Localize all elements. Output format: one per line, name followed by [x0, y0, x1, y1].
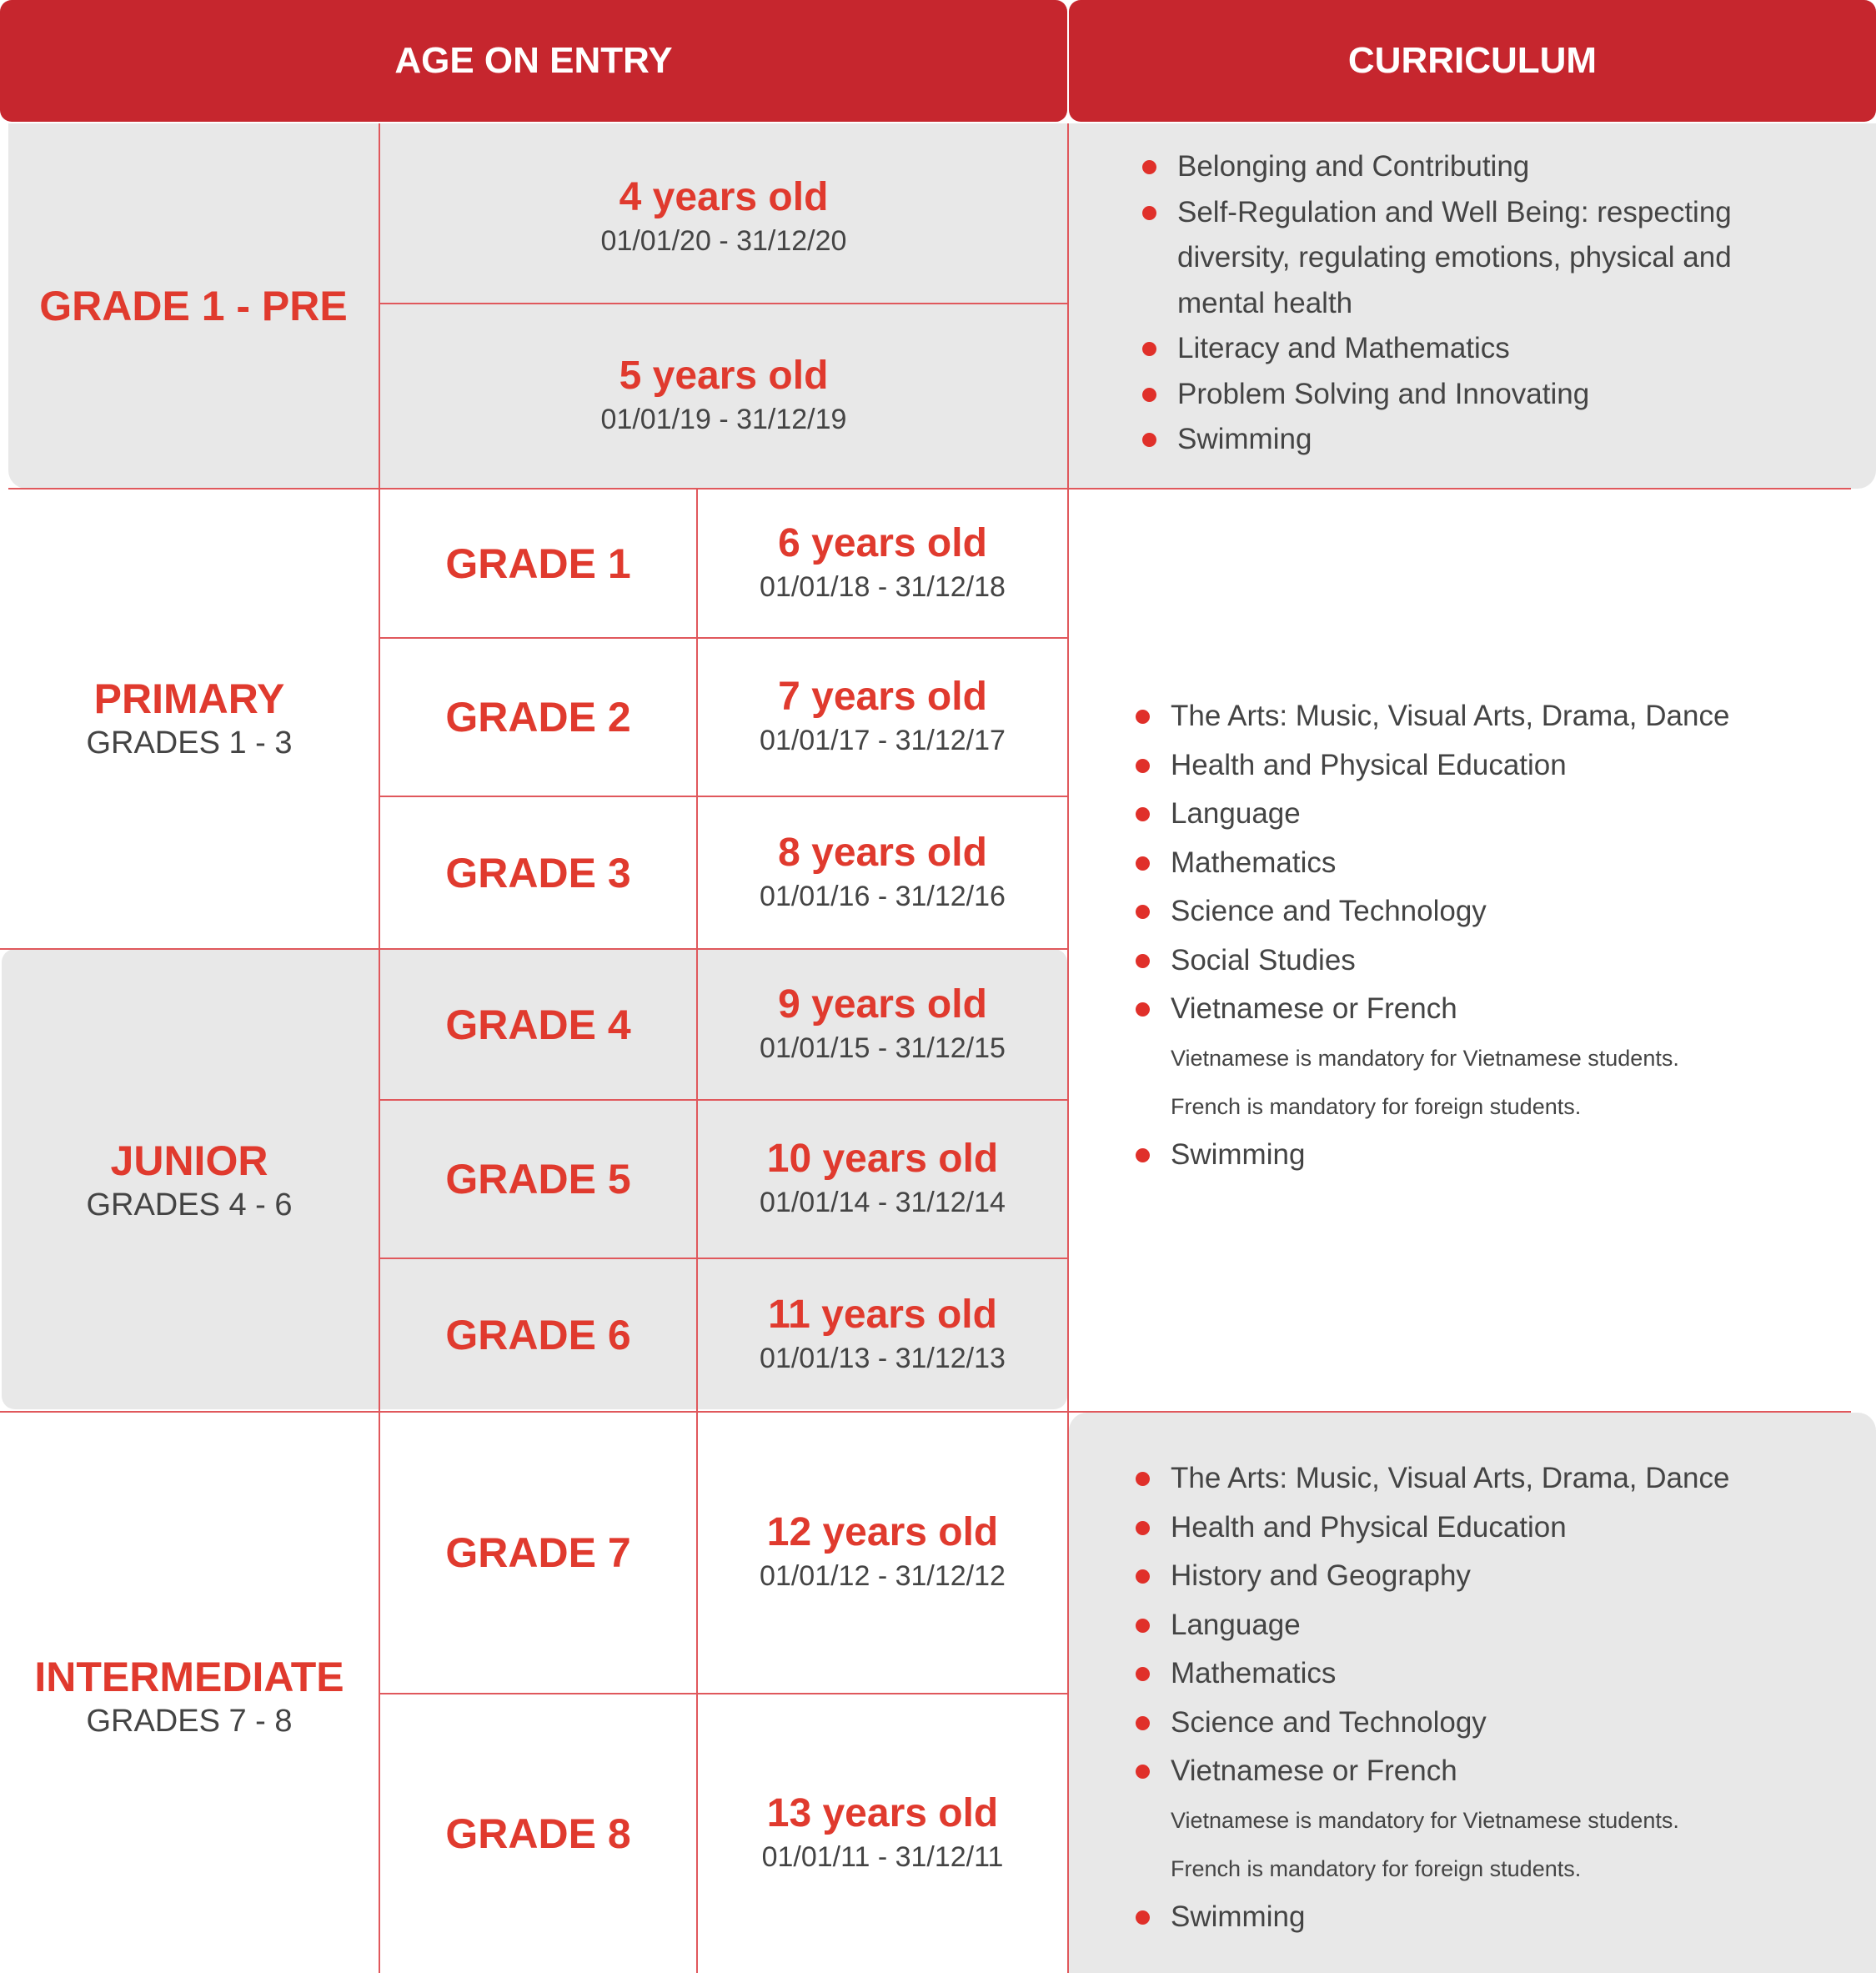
pre-age-cell [380, 123, 1067, 303]
age-range: 01/01/12 - 31/12/12 [760, 1560, 1006, 1592]
curriculum-item: Science and Technology [1171, 895, 1487, 927]
age-cell [698, 1413, 1067, 1693]
grade-cell [380, 1259, 696, 1411]
list-item [1142, 326, 1776, 372]
bullet-icon [1136, 1148, 1150, 1162]
age-title: 12 years old [766, 1510, 999, 1554]
curriculum-item: Social Studies [1171, 943, 1356, 976]
bullet-icon [1142, 342, 1156, 356]
grade-cell [380, 639, 696, 796]
curriculum-item: Health and Physical Education [1171, 1510, 1567, 1544]
curriculum-item: Science and Technology [1171, 1705, 1487, 1739]
curriculum-note: French is mandatory for foreign students. [1171, 1093, 1582, 1119]
curriculum-item: Mathematics [1171, 1657, 1337, 1689]
column-divider [1067, 123, 1069, 1973]
age-range: 01/01/15 - 31/12/15 [760, 1032, 1006, 1064]
grade-label: GRADE 2 [445, 694, 631, 741]
list-item [1136, 887, 1819, 936]
age-title: 13 years old [766, 1791, 999, 1835]
curriculum-item: History and Geography [1171, 1559, 1471, 1592]
age-title: 11 years old [768, 1293, 997, 1337]
bullet-icon [1136, 807, 1150, 821]
age-cell [698, 1259, 1067, 1411]
primary-grades-range: GRADES 1 - 3 [86, 725, 293, 761]
bullet-icon [1136, 759, 1150, 773]
curriculum-item: Mathematics [1171, 846, 1337, 879]
grade-cell [380, 950, 696, 1099]
curriculum-item: Vietnamese or French [1171, 1755, 1457, 1787]
bullet-icon [1142, 388, 1156, 402]
curriculum-item: Self-Regulation and Well Being: respecting diversity, regulating emotions, physical and mental health [1177, 195, 1732, 319]
age-range: 01/01/11 - 31/12/11 [761, 1841, 1004, 1873]
curriculum-item: Literacy and Mathematics [1177, 332, 1510, 364]
age-cell [698, 639, 1067, 796]
list-item [1136, 839, 1819, 888]
age-on-entry-header-label: AGE ON ENTRY [394, 40, 673, 81]
grade-label: GRADE 3 [445, 849, 631, 896]
primary-stage-cell [0, 489, 379, 948]
age-range: 01/01/13 - 31/12/13 [760, 1343, 1006, 1374]
curriculum-item: Swimming [1171, 1900, 1306, 1933]
bullet-icon [1136, 710, 1150, 724]
age-title: 5 years old [619, 354, 829, 398]
age-title: 7 years old [778, 675, 987, 719]
junior-label: JUNIOR [110, 1137, 268, 1184]
curriculum-header [1069, 0, 1876, 122]
list-item [1136, 1747, 1819, 1796]
curriculum-item: Problem Solving and Innovating [1177, 377, 1590, 410]
grade-cell [380, 797, 696, 948]
list-item [1136, 1699, 1819, 1748]
age-cell [698, 489, 1067, 637]
grade-label: GRADE 7 [445, 1529, 631, 1576]
curriculum-item: Swimming [1171, 1137, 1306, 1171]
age-cell [698, 1694, 1067, 1973]
grade-label: GRADE 1 [445, 540, 631, 587]
list-item [1136, 692, 1819, 741]
bullet-icon [1142, 206, 1156, 220]
intermediate-label: INTERMEDIATE [34, 1654, 344, 1700]
list-item [1136, 790, 1819, 839]
list-item [1136, 936, 1819, 986]
bullet-icon [1136, 856, 1150, 871]
list-item [1142, 372, 1776, 418]
bullet-icon [1136, 1521, 1150, 1535]
bullet-icon [1136, 1472, 1150, 1486]
list-item [1136, 985, 1819, 1034]
list-item [1136, 1649, 1819, 1699]
curriculum-item: Swimming [1177, 423, 1312, 455]
curriculum-note: Vietnamese is mandatory for Vietnamese students. [1171, 1807, 1679, 1833]
grade-cell [380, 1101, 696, 1258]
curriculum-item: Language [1171, 797, 1301, 830]
curriculum-note: Vietnamese is mandatory for Vietnamese students. [1171, 1045, 1679, 1071]
age-range: 01/01/20 - 31/12/20 [600, 224, 847, 257]
list-item [1136, 1552, 1819, 1601]
bullet-icon [1136, 1569, 1150, 1584]
age-title: 9 years old [778, 981, 987, 1027]
age-on-entry-header [0, 0, 1067, 122]
curriculum-item: Health and Physical Education [1171, 748, 1567, 781]
curriculum-item: The Arts: Music, Visual Arts, Drama, Dance [1171, 1462, 1730, 1494]
age-title: 8 years old [778, 830, 987, 875]
bullet-icon [1136, 1910, 1150, 1925]
list-item [1142, 417, 1776, 463]
age-title: 6 years old [778, 520, 987, 565]
list-item [1136, 741, 1819, 791]
age-cell [698, 797, 1067, 948]
bullet-icon [1136, 954, 1150, 968]
grade-cell [380, 1413, 696, 1693]
curriculum-item: Language [1171, 1608, 1301, 1641]
age-cell [698, 1101, 1067, 1258]
pre-curriculum-list [1142, 144, 1776, 463]
age-range: 01/01/18 - 31/12/18 [760, 570, 1006, 603]
list-item [1142, 144, 1776, 190]
grade-label: GRADE 8 [445, 1810, 631, 1857]
list-item [1142, 190, 1776, 327]
intermediate-grades-range: GRADES 7 - 8 [86, 1704, 293, 1739]
grade-1-pre-label: GRADE 1 - PRE [39, 283, 348, 329]
bullet-icon [1142, 160, 1156, 174]
bullet-icon [1136, 1667, 1150, 1681]
list-item [1136, 1454, 1819, 1504]
curriculum-note: French is mandatory for foreign students. [1171, 1855, 1582, 1881]
age-range: 01/01/16 - 31/12/16 [760, 880, 1006, 912]
grade-cell [380, 489, 696, 637]
intermediate-stage-cell [0, 1413, 379, 1973]
junior-stage-cell [0, 950, 379, 1411]
bullet-icon [1136, 1619, 1150, 1633]
age-title: 4 years old [619, 174, 829, 219]
intermediate-curriculum-list [1136, 1454, 1819, 1941]
list-item [1136, 1504, 1819, 1553]
bullet-icon [1142, 433, 1156, 447]
junior-grades-range: GRADES 4 - 6 [86, 1187, 293, 1222]
grade-label: GRADE 6 [445, 1312, 631, 1358]
curriculum-header-label: CURRICULUM [1347, 40, 1598, 81]
grade-cell [380, 1694, 696, 1973]
bullet-icon [1136, 1765, 1150, 1779]
grade-label: GRADE 5 [445, 1156, 631, 1202]
bullet-icon [1136, 1002, 1150, 1017]
age-title: 10 years old [766, 1137, 999, 1181]
bullet-icon [1136, 1716, 1150, 1730]
age-range: 01/01/17 - 31/12/17 [760, 725, 1006, 756]
grade-label: GRADE 4 [445, 1001, 631, 1048]
age-range: 01/01/14 - 31/12/14 [760, 1187, 1006, 1218]
pre-age-cell [380, 304, 1067, 488]
bullet-icon [1136, 905, 1150, 919]
primary-label: PRIMARY [93, 675, 285, 722]
curriculum-item: Belonging and Contributing [1177, 150, 1530, 183]
list-item [1136, 1893, 1819, 1942]
primary-junior-curriculum-list [1136, 692, 1819, 1179]
age-cell [698, 950, 1067, 1099]
age-range: 01/01/19 - 31/12/19 [600, 404, 847, 435]
list-item [1136, 1131, 1819, 1180]
list-item [1136, 1601, 1819, 1650]
curriculum-item: The Arts: Music, Visual Arts, Drama, Dance [1171, 700, 1730, 732]
curriculum-item: Vietnamese or French [1171, 992, 1457, 1025]
grade-1-pre-cell [8, 123, 379, 489]
